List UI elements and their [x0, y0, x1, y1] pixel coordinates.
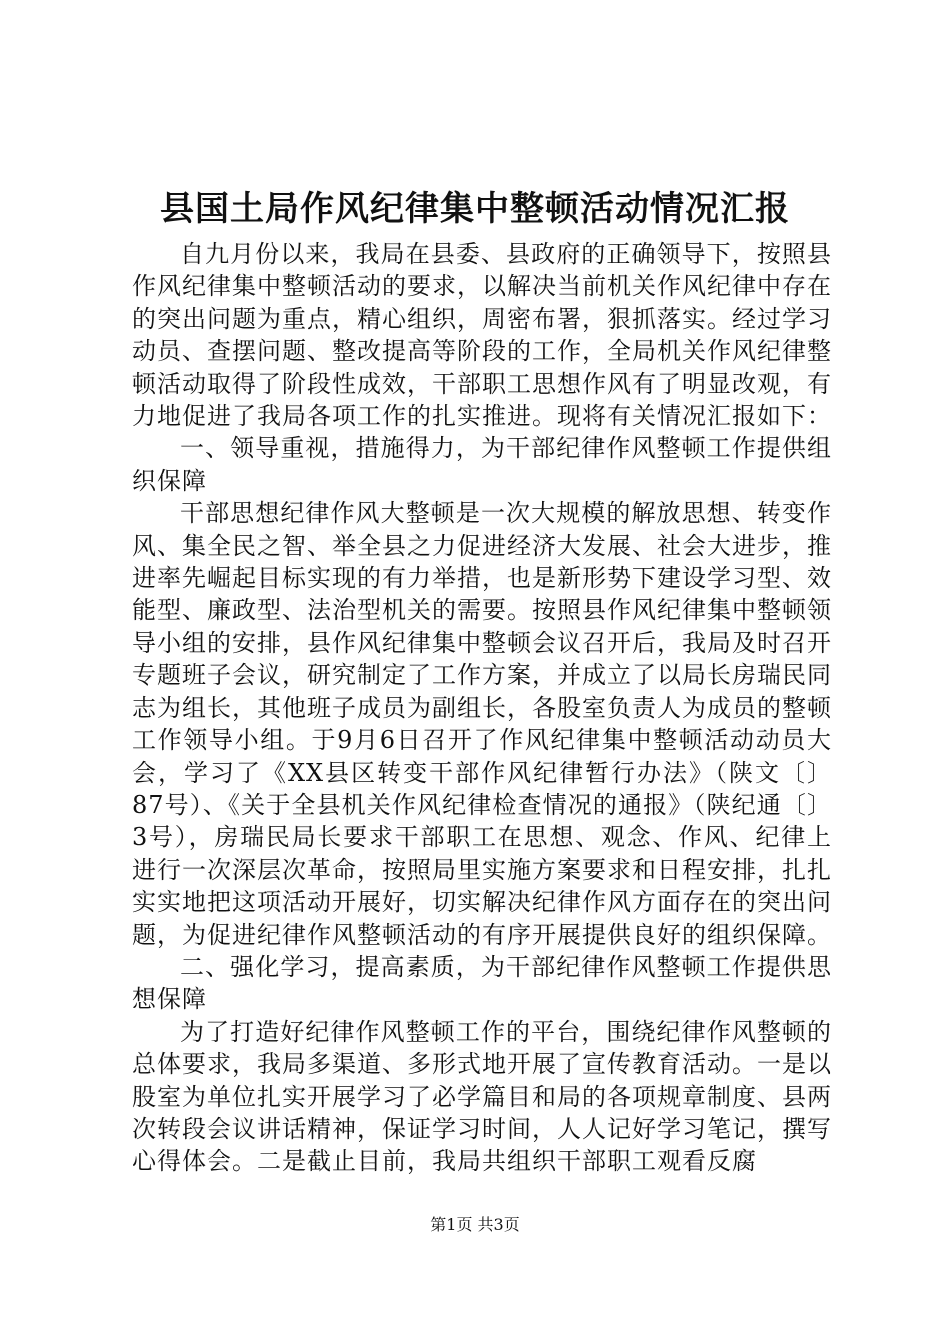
page-number-footer: 第1页 共3页 [430, 1215, 520, 1234]
document-title: 县国土局作风纪律集中整顿活动情况汇报 [160, 189, 790, 229]
section-heading-1: 一、领导重视，措施得力，为干部纪律作风整顿工作提供组织保障 [132, 434, 832, 495]
paragraph-section-1: 干部思想纪律作风大整顿是一次大规模的解放思想、转变作风、集全民之智、举全县之力促进经济大发展、社会大进步，推进率先崛起目标实现的有力举措，也是新形势下建设学习型、效能型、廉政型、法治型机关的需要。按照县作风纪律集中整顿领导小组的安排，县作风纪律集中整顿会议召开后，我局及时召开专题班子会议，研究制定了工作方案，并成立了以局长房瑞民同志为组长，其他班子成员为副组长，各股室负责人为成员的整顿工作领导小组。于9月6日召开了作风纪律集中整顿活动动员大会，学习了《XX县区转变干部作风纪律暂行办法》（陕文〔〕87号）、《关于全县机关作风纪律检查情况的通报》（陕纪通〔〕3号），房瑞民局长要求干部职工在思想、观念、作风、纪律上进行一次深层次革命，按照局里实施方案要求和日程安排，扎扎实实地把这项活动开展好，切实解决纪律作风方面存在的突出问题，为促进纪律作风整顿活动的有序开展提供良好的组织保障。 [132, 499, 832, 949]
paragraph-section-2: 为了打造好纪律作风整顿工作的平台，围绕纪律作风整顿的总体要求，我局多渠道、多形式地开展了宣传教育活动。一是以股室为单位扎实开展学习了必学篇目和局的各项规章制度、县两次转段会议讲话精神，保证学习时间，人人记好学习笔记，撰写心得体会。二是截止目前，我局共组织干部职工观看反腐 [132, 1017, 832, 1176]
paragraph-intro: 自九月份以来，我局在县委、县政府的正确领导下，按照县作风纪律集中整顿活动的要求，以解决当前机关作风纪律中存在的突出问题为重点，精心组织，周密布署，狠抓落实。经过学习动员、查摆问题、整改提高等阶段的工作，全局机关作风纪律整顿活动取得了阶段性成效，干部职工思想作风有了明显改观，有力地促进了我局各项工作的扎实推进。现将有关情况汇报如下： [132, 240, 832, 431]
section-heading-2: 二、强化学习，提高素质，为干部纪律作风整顿工作提供思想保障 [132, 952, 832, 1014]
document-body [132, 238, 832, 1178]
